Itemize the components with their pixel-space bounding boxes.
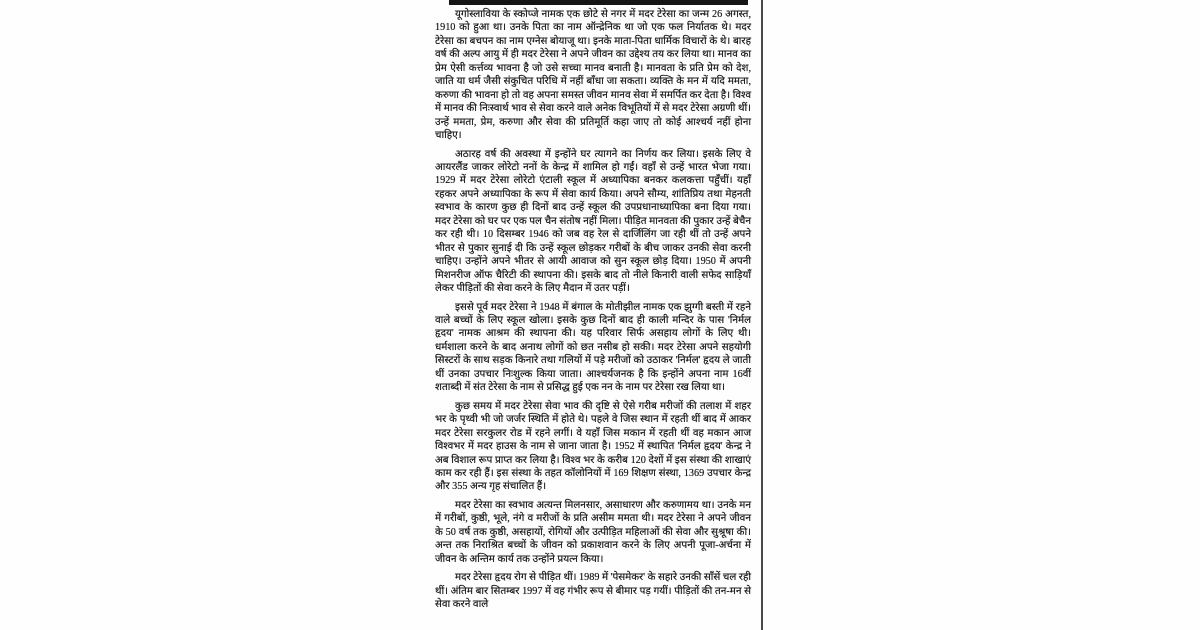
- paragraph: मदर टेरेसा हृदय रोग से पीड़ित थीं। 1989 में 'पेसमेकर' के सहारे उनकी साँसें चल रही थीं। अंतिम बार सितम्बर 1997 में वह गंभीर रूप से बीमार पड़ गयीं। पीड़ितों की तन-मन से सेवा करने वाले: [435, 572, 751, 611]
- page-edge-line: [761, 0, 763, 630]
- paragraph: कुछ समय में मदर टेरेसा सेवा भाव की दृष्टि से ऐसे गरीब मरीजों की तलाश में शहर भर के पृथ्वी भी जो जर्जर स्थिति में होते थे। पहले वे जिस स्थान में रहती थीं बाद में आकर मदर टेरेसा सरकुलर रोड में रहने लगीं। वे यहाँ जिस मकान में रहती थीं वह मकान आज विश्वभर में मदर हाउस के नाम से जाना जाता है। 1952 में स्थापित 'निर्मल हृदय' केन्द्र ने अब विशाल रूप प्राप्त कर लिया है। विश्व भर के करीब 120 देशों में इस संस्था की शाखाएं काम कर रही हैं। इस संस्था के तहत कॉलोनियों में 169 शिक्षण संस्था, 1369 उपचार केन्द्र और 355 अन्य गृह संचालित हैं।: [435, 400, 751, 493]
- paragraph: यूगोस्लाविया के स्कोप्जे नामक एक छोटे से नगर में मदर टेरेसा का जन्म 26 अगस्त, 1910 को हुआ था। उनके पिता का नाम ऑन्द्रेनिक था जो एक फल निर्यातक थे। मदर टेरेसा का बचपन का नाम एग्नेस बोयाजू था। इनके माता-पिता धार्मिक विचारों के थे। बारह वर्ष की अल्प आयु में ही मदर टेरेसा ने अपने जीवन का उद्देश्य तय कर लिया था। मानव का प्रेम ऐसी कर्त्तव्य भावना है जो उसे सच्चा मानव बनाती है। मानवता के प्रति प्रेम को देश, जाति या धर्म जैसी संकुचित परिधि में नहीं बाँधा जा सकता। व्यक्ति के मन में यदि ममता, करुणा की भावना हो तो वह अपना समस्त जीवन मानव सेवा में समर्पित कर देता है। विश्व में मानव की निःस्वार्थ भाव से सेवा करने वाले अनेक विभूतियों में से मदर टेरेसा अग्रणी थीं। उन्हें ममता, प्रेम, करुणा और सेवा की प्रतिमूर्ति कहा जाए तो कोई आश्चर्य नहीं होना चाहिए।: [435, 9, 751, 142]
- essay-text-column: [435, 8, 751, 616]
- scan-artifact-bar: [449, 0, 748, 5]
- paragraph: इससे पूर्व मदर टेरेसा ने 1948 में बंगाल के मोतीझील नामक एक झुग्गी बस्ती में रहने वाले बच्चों के लिए स्कूल खोला। इसके कुछ दिनों बाद ही काली मन्दिर के पास 'निर्मल हृदय' नामक आश्रम की स्थापना की। यह परिवार सिर्फ असहाय लोगों के लिए थी। धर्मशाला करने के बाद अनाथ लोगों को छत नसीब हो सकी। मदर टेरेसा अपने सहयोगी सिस्टरों के साथ सड़क किनारे तथा गलियों में पड़े मरीजों को उठाकर 'निर्मल' हृदय ले जाती थीं उनका उपचार निःशुल्क किया जाता। आश्चर्यजनक है कि इन्होंने अपना नाम 16वीं शताब्दी में संत टेरेसा के नाम से प्रसिद्ध हुई एक नन के नाम पर टेरेसा रख लिया था।: [435, 301, 751, 394]
- paragraph: अठारह वर्ष की अवस्था में इन्होंने घर त्यागने का निर्णय कर लिया। इसके लिए वे आयरलैंड जाकर लोरेटो ननों के केन्द्र में शामिल हो गईं। वहाँ से उन्हें भारत भेजा गया। 1929 में मदर टेरेसा लोरेटो एंटाली स्कूल में अध्यापिका बनकर कलकत्ता पहुँचीं। यहाँ रहकर अपने अध्यापिका के रूप में सेवा कार्य किया। अपने सौम्य, शांतिप्रिय तथा मेहनती स्वभाव के कारण कुछ ही दिनों बाद उन्हें स्कूल की उपप्रधानाध्यापिका बना दिया गया। मदर टेरेसा को घर पर एक पल चैन संतोष नहीं मिला। पीड़ित मानवता की पुकार उन्हें बेचैन कर रही थी। 10 दिसम्बर 1946 को जब वह रेल से दार्जिलिंग जा रही थीं तो उन्हें अपने भीतर से पुकार सुनाई दी कि उन्हें स्कूल छोड़कर गरीबों के बीच जाकर उनकी सेवा करनी चाहिए। उन्होंने अपने भीतर से आयी आवाज को सुन स्कूल छोड़ दिया। 1950 में अपनी मिशनरीज ऑफ चैरिटी की स्थापना की। इसके बाद तो नीले किनारी वाली सफेद साड़ियाँ लेकर पीड़ितों की सेवा करने के लिए मैदान में उतर पड़ीं।: [435, 148, 751, 295]
- paragraph: मदर टेरेसा का स्वभाव अत्यन्त मिलनसार, असाधारण और करुणामय था। उनके मन में गरीबों, कुष्ठी, भूले, नंगे व मरीजों के प्रति असीम ममता थी। मदर टेरेसा ने अपने जीवन के 50 वर्ष तक कुष्ठी, असहायों, रोगियों और उत्पीड़ित महिलाओं की सेवा और सुश्रूषा की। अन्त तक निराश्रित बच्चों के जीवन को प्रकाशवान करने के लिए अपनी पूजा-अर्चना में जीवन के अन्तिम कार्य तक उन्होंने प्रयत्न किया।: [435, 499, 751, 565]
